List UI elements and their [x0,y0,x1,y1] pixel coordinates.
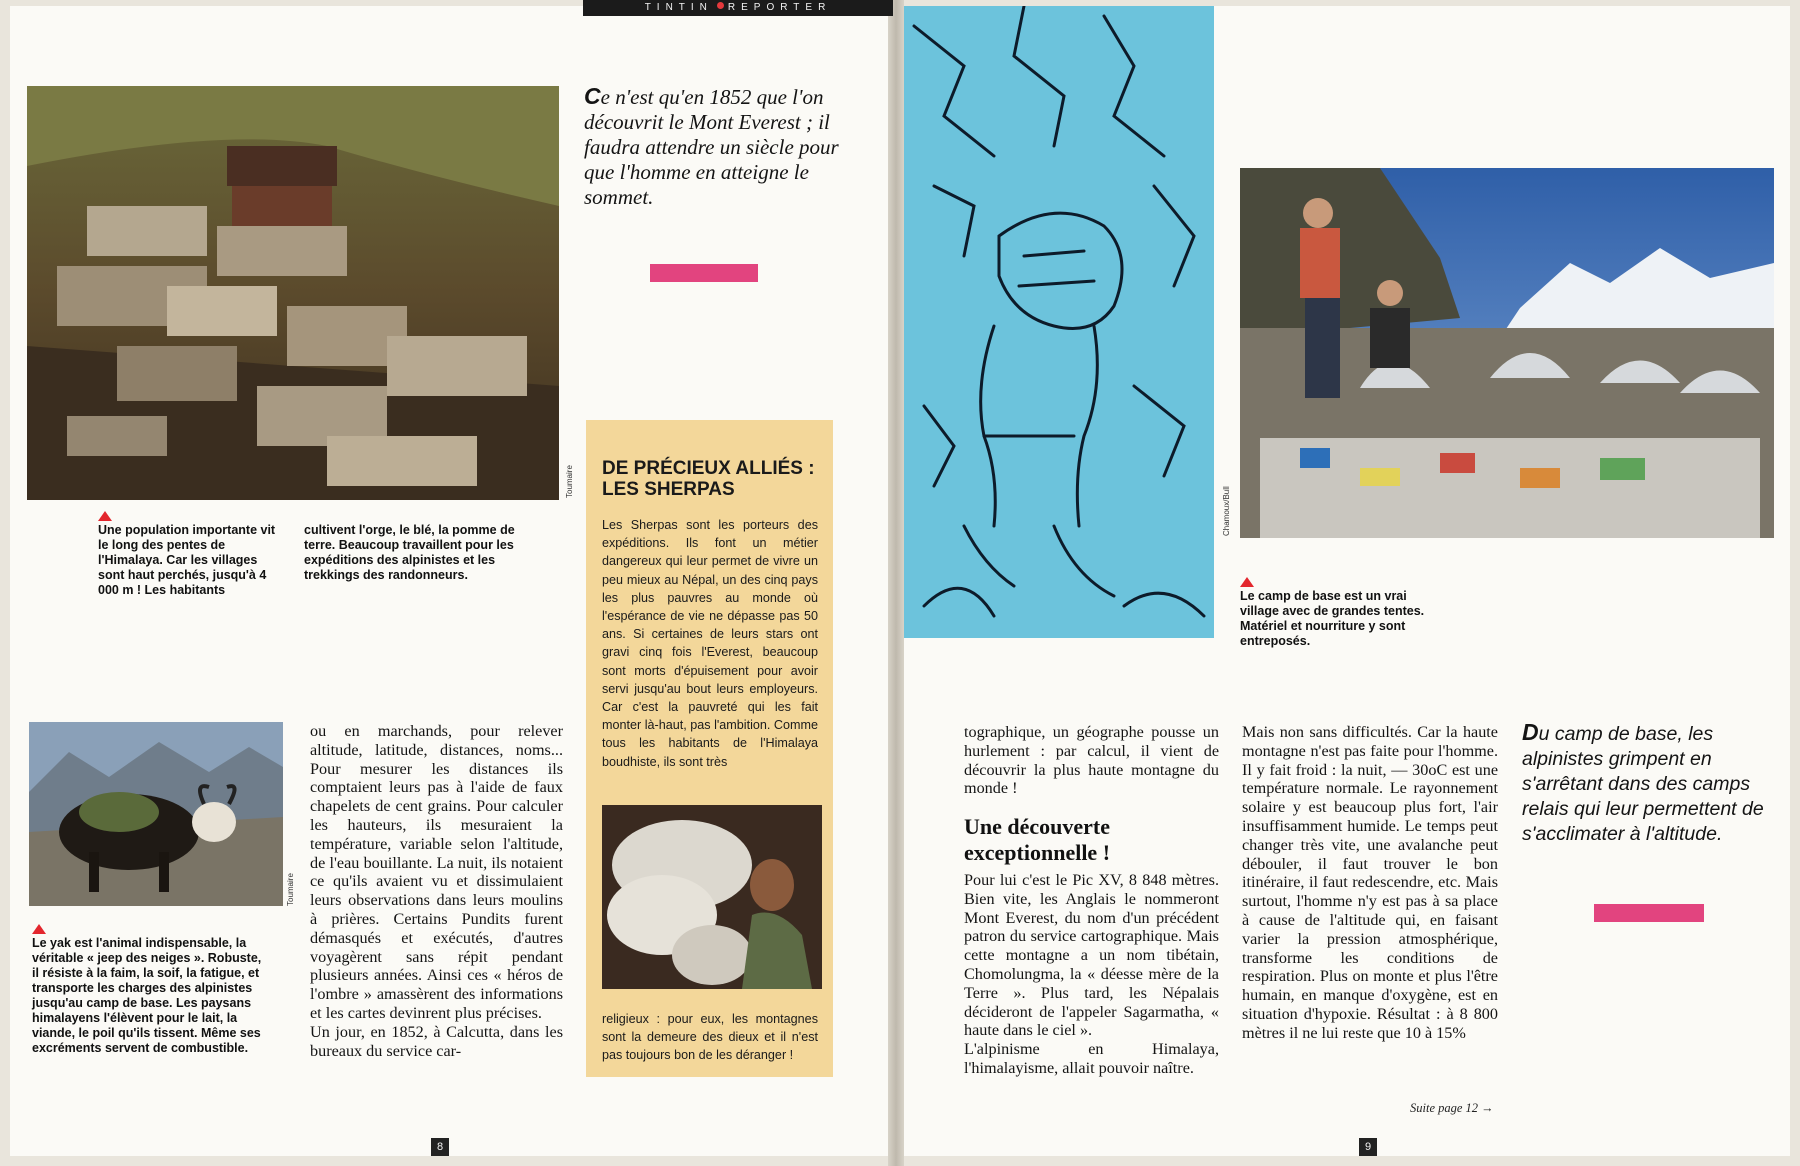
left-body-column [310,722,563,1060]
continued-link[interactable]: Suite page 12 → [1410,1101,1494,1115]
section-heading: Une découverte exceptionnelle ! [964,814,1111,865]
sidebar-text-bottom: religieux : pour eux, les montagnes sont la demeure des dieux et il n'est pas toujours bon de les déranger ! [602,1012,818,1063]
climber-illustration [904,6,1214,638]
tintin-reporter-banner [583,0,893,16]
pink-accent-bar [650,264,758,282]
yak-photo-credit: Toumaire [286,873,295,906]
page-number-left: 8 [431,1138,449,1156]
sidebar-title: DE PRÉCIEUX ALLIÉS : LES SHERPAS [602,458,815,500]
yak-caption: Le yak est l'animal indispensable, la véritable « jeep des neiges ». Robuste, il résiste à la faim, la soif, la fatigue, et transporte les charges des alpinistes jusqu'au camp de base. Les paysans himalayens l'élèvent pour le lait, la viande, le poil qu'ils tissent. Même ses excréments servent de combustible. [32,936,262,1055]
pull-quote-right [1522,720,1772,847]
body-paragraph: Pour lui c'est le Pic XV, 8 848 mètres. Bien vite, les Anglais le nommeront Mont Everest, du nom d'un précédent patron du service cartographique. Mais cette montagne a un nom tibétain, Chomolungma, la « déesse mère de la Terre ». Plus tard, les Népalais décideront de l'appeler Sagarmatha, « haute dans le ciel ». [964,871,1219,1040]
base-camp-photo [1240,168,1774,538]
banner-left: TINTIN [644,2,713,13]
village-photo-credit: Toumaire [565,465,574,498]
page-gutter [888,0,904,1166]
right-column-1-body [964,871,1219,1078]
right-column-2 [1242,723,1498,1043]
left-page [10,6,888,1156]
caption-triangle-icon [1240,577,1254,587]
right-column-1 [964,723,1219,798]
body-paragraph: Un jour, en 1852, à Calcutta, dans les bureaux du service car- [310,1022,563,1060]
right-page [904,6,1790,1156]
pink-accent-bar [1594,904,1704,922]
page-number-right: 9 [1359,1138,1377,1156]
caption-triangle-icon [32,924,46,934]
body-paragraph: Mais non sans difficultés. Car la haute montagne n'est pas faite pour l'homme. Il y fait froid : la nuit, — 30oC est une température normale. Le rayonnement solaire y est beaucoup plus fort, l'air insuffisamment humide. Le temps peut changer très vite, une avalanche peut débouler, il faut trouver le bon itinéraire, il faut redescendre, etc. Mais surtout, l'homme n'y est pas à sa place à cause de l'altitude qui, en faisant varier la pression atmosphérique, transforme les conditions de respiration. Plus on monte et plus l'être humain, en manque d'oxygène, est en situation d'hypoxie. Résultat : à 8 800 mètres il ne lui reste que 10 à 15% [1242,723,1498,1042]
banner-right: REPORTER [727,2,832,13]
village-caption-col2: cultivent l'orge, le blé, la pomme de terre. Beaucoup travaillent pour les expéditions des alpinistes et les trekkings des randonneurs. [304,523,515,582]
pull-quote-dropcap: D [1522,719,1539,745]
pull-quote-dropcap: C [584,83,601,109]
pull-quote-text: u camp de base, les alpinistes grimpent en s'arrêtant dans des camps relais qui leur permettent de s'acclimater à l'altitude. [1522,723,1764,845]
pull-quote-left [584,84,854,210]
camp-caption: Le camp de base est un vrai village avec de grandes tentes. Matériel et nourriture y sont entreposés. [1240,589,1425,648]
sherpa-sidebar [586,420,833,1077]
banner-dot-icon [717,2,724,9]
sherpa-porter-photo [602,805,822,989]
sidebar-text-top: Les Sherpas sont les porteurs des expéditions. Ils font un métier dangereux qui leur permet de vivre un peu mieux au Népal, un des cinq pays les plus pauvres au monde où l'espérance de vie ne dépasse pas 50 ans. Si certaines de leurs stars ont gravi cinq fois l'Everest, beaucoup sont morts d'épuisement pour avoir servi jusqu'au bout leurs employeurs. Car c'est la pauvreté qui les fait monter là-haut, pas l'ambition. Comme tous les habitants de l'Himalaya boudhiste, ils sont très [602,518,818,769]
col1-intro: tographique, un géographe pousse un hurlement : par calcul, il vient de découvrir la plus haute montagne du monde ! [964,723,1219,798]
body-paragraph: ou en marchands, pour relever altitude, latitude, distances, noms... Pour mesurer les distances ils comptaient leurs pas à l'aide de faux chapelets de cent grains. Pour calculer les hauteurs, ils mesuraient la température, variable selon l'altitude, de l'eau bouillante. La nuit, ils notaient ce qu'ils avaient vu et dissimulaient leurs observations dans leurs moulins à prières. Certains Pundits furent démasqués et exécutés, d'autres voyagèrent sans répit pendant plusieurs années. Ainsi ces « héros de l'ombre » amassèrent des informations et les cartes devinrent plus précises. [310,722,563,1022]
pull-quote-text: e n'est qu'en 1852 que l'on découvrit le Mont Everest ; il faudra attendre un siècle pour que l'homme en atteigne le sommet. [584,85,839,209]
village-caption-col1: Une population importante vit le long des pentes de l'Himalaya. Car les villages sont haut perchés, jusqu'à 4 000 m ! Les habitants [98,523,276,597]
camp-photo-credit: Chamoux/Bull [1222,486,1231,536]
yak-photo [29,722,283,906]
caption-triangle-icon [98,511,112,521]
body-paragraph: L'alpinisme en Himalaya, l'himalayisme, allait pouvoir naître. [964,1040,1219,1077]
village-photo [27,86,559,500]
